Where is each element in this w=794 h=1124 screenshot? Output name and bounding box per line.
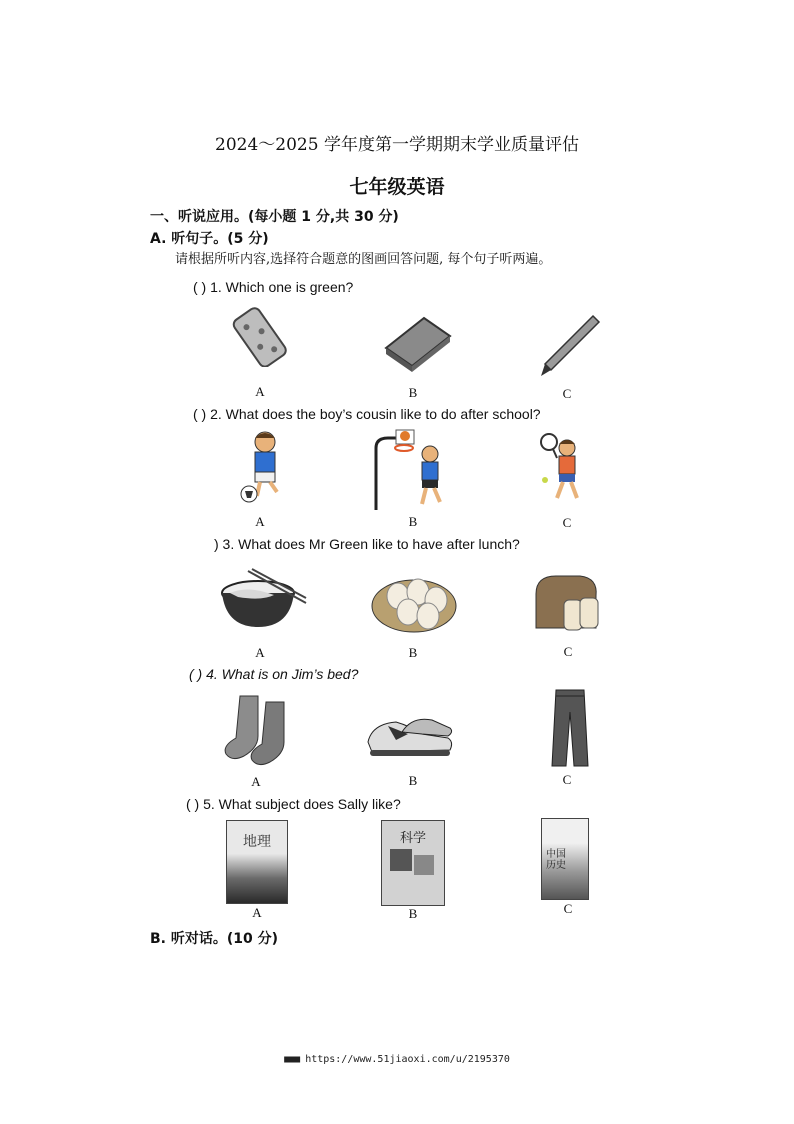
boy-tennis-image [537,432,589,504]
question-4: ( ) 4. What is on Jim’s bed? [189,666,359,682]
history-book-title: 中国历史 [546,849,566,871]
q4-option-b: B [408,773,418,788]
q1-option-b: B [408,385,418,400]
question-1: ( ) 1. Which one is green? [193,279,354,295]
egg-basket-image [370,570,458,636]
history-book-image [541,818,589,900]
question-2: ( ) 2. What does the boy’s cousin like to do after school? [193,406,541,422]
q5-option-c: C [563,901,573,916]
sectionA-instruction: 请根据所听内容,选择符合题意的图画回答问题, 每个句子听两遍。 [175,252,552,267]
q2-option-b: B [408,514,418,529]
sectionB-heading: B. 听对话。(10 分) [150,931,279,947]
socks-image [218,692,298,768]
q2-option-c: C [562,515,572,530]
footer-url[interactable]: https://www.51jiaoxi.com/u/2195370 [305,1054,510,1065]
page-title: 2024～2025 学年度第一学期期末学业质量评估 [215,135,579,155]
sectionA-heading: A. 听句子。(5 分) [150,231,269,247]
pencil-case-image [230,305,290,367]
q5-option-b: B [408,906,418,921]
q5-option-a: A [252,905,262,920]
footer-watermark: ■■■ https://www.51jiaoxi.com/u/2195370 [284,1054,510,1065]
question-3: ) 3. What does Mr Green like to have after lunch? [214,536,520,552]
pencil-image [537,312,603,378]
q2-option-a: A [255,514,265,529]
q3-option-b: B [408,645,418,660]
q1-option-a: A [255,384,265,399]
part1-heading: 一、听说应用。(每小题 1 分,共 30 分) [150,209,399,225]
geography-book-image [226,820,288,904]
boy-football-image [235,428,295,506]
question-5: ( ) 5. What subject does Sally like? [186,796,401,812]
q1-option-c: C [562,386,572,401]
q4-option-c: C [562,772,572,787]
geography-book-title: 地理 [243,834,271,850]
sneakers-image [362,712,457,760]
q3-option-c: C [563,644,573,659]
noodle-bowl-image [218,565,308,631]
science-book-title: 科学 [399,831,426,846]
eraser-image [380,312,455,372]
science-book-image [381,820,445,906]
q3-option-a: A [255,645,265,660]
boy-basketball-image [368,426,450,512]
bread-image [530,570,608,636]
q4-option-a: A [251,774,261,789]
trousers-image [550,688,590,768]
page-subtitle: 七年级英语 [349,176,445,198]
